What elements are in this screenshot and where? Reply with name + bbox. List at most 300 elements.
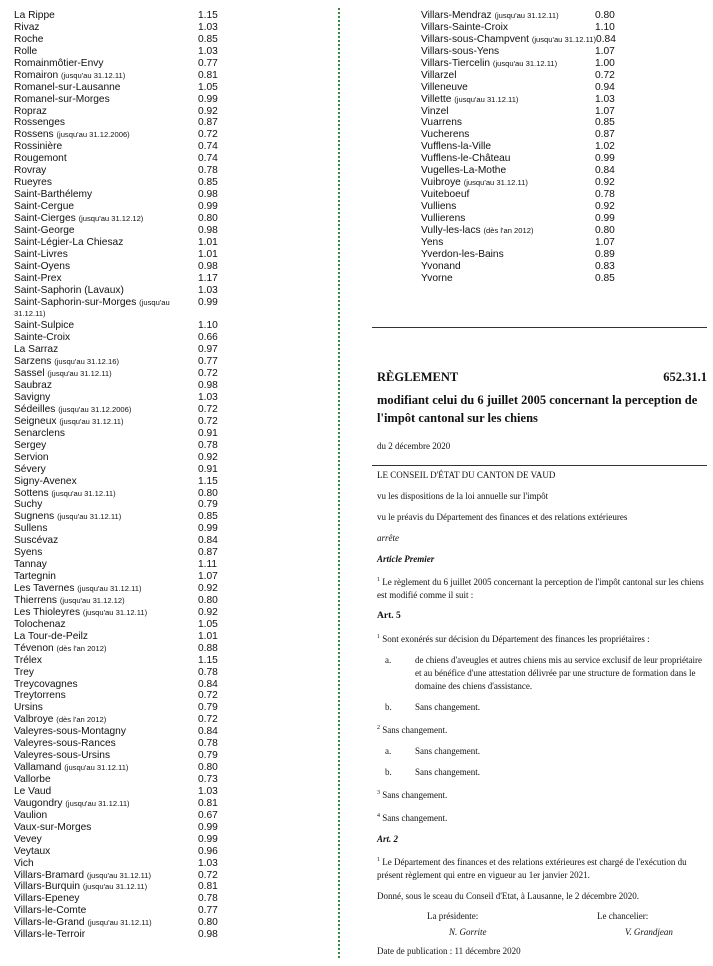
- commune-value: 0.98: [198, 224, 218, 236]
- list-item: [14, 893, 224, 905]
- commune-value: 0.85: [198, 177, 218, 189]
- commune-name: Suscévaz: [14, 535, 59, 547]
- list-item: [14, 332, 224, 344]
- commune-note: (jusqu'au 31.12.11): [61, 70, 126, 80]
- commune-value: 0.98: [198, 260, 218, 272]
- list-item: [421, 237, 621, 249]
- commune-name: Sédeilles (jusqu'au 31.12.2006): [14, 403, 132, 415]
- commune-value: 0.92: [595, 201, 615, 212]
- chancelier-name: V. Grandjean: [625, 927, 673, 937]
- commune-name: Villars-Tiercelin (jusqu'au 31.12.11): [421, 57, 558, 69]
- art5-p2-item-a: a. Sans changement.: [385, 746, 480, 756]
- list-item: [421, 129, 621, 141]
- commune-value: 0.72: [198, 869, 218, 881]
- list-item: [14, 129, 224, 141]
- commune-value: 0.77: [198, 905, 218, 917]
- commune-value: 1.03: [198, 45, 218, 57]
- list-item: [14, 786, 224, 798]
- commune-name: Saint-Prex: [14, 272, 62, 284]
- art5-paragraph-1: $^1$ Sont exonérés sur décision du Département des finances les propriétaires :: [377, 634, 650, 644]
- commune-value: 0.79: [198, 702, 218, 714]
- commune-name: Rossens (jusqu'au 31.12.2006): [14, 129, 130, 141]
- art5-paragraph-4: $^4$ Sans changement.: [377, 813, 448, 823]
- list-item: [14, 380, 224, 392]
- list-item: [421, 10, 621, 22]
- list-item: [14, 392, 224, 404]
- commune-value: 0.74: [198, 141, 218, 153]
- commune-value: 0.80: [595, 224, 615, 236]
- list-item: [14, 631, 224, 643]
- commune-value: 0.99: [198, 523, 218, 535]
- list-item: [14, 535, 224, 547]
- commune-name: Roche: [14, 33, 44, 45]
- vu-line-1: vu les dispositions de la loi annuelle sur l'impôt: [377, 491, 549, 501]
- list-item: [14, 798, 224, 810]
- presidente-label: La présidente:: [427, 911, 479, 921]
- list-item: [14, 810, 224, 822]
- list-item: [14, 368, 224, 380]
- arrete-line: arrête: [377, 533, 399, 543]
- list-item: [421, 213, 621, 225]
- commune-value: 1.03: [198, 284, 218, 296]
- commune-note: (jusqu'au 31.12.12): [78, 213, 144, 223]
- list-item: [421, 153, 621, 165]
- commune-name: Villars-Sainte-Croix: [421, 21, 508, 33]
- commune-name: Villars-sous-Yens: [421, 45, 500, 57]
- list-item: [14, 834, 224, 846]
- commune-name: Rossenges: [14, 117, 65, 129]
- commune-name: Veytaux: [14, 845, 51, 857]
- commune-value: 0.73: [198, 774, 218, 786]
- commune-value: 0.89: [595, 248, 615, 260]
- commune-value: 1.15: [198, 654, 218, 666]
- commune-value: 1.03: [198, 21, 218, 33]
- commune-note: (jusqu'au 31.12.11): [64, 763, 129, 773]
- commune-name: Tévenon (dès l'an 2012): [14, 642, 107, 654]
- list-item: [14, 10, 224, 22]
- list-item: [14, 619, 224, 631]
- commune-value: 0.92: [198, 105, 218, 117]
- commune-name: Rossinière: [14, 141, 63, 153]
- chancelier-label: Le chancelier:: [597, 911, 649, 921]
- commune-value: 0.99: [595, 153, 615, 165]
- list-item: [14, 511, 224, 523]
- list-item: [14, 476, 224, 488]
- commune-name: Vuiteboeuf: [421, 189, 470, 201]
- commune-name: Yens: [421, 236, 444, 248]
- commune-name: La Sarraz: [14, 344, 59, 356]
- commune-value: 0.78: [198, 439, 218, 451]
- commune-value: 0.72: [198, 415, 218, 427]
- art5-item-b: b. Sans changement.: [385, 702, 480, 712]
- commune-name: Vevey: [14, 833, 42, 845]
- commune-value: 0.80: [198, 594, 218, 606]
- commune-value: 0.98: [198, 380, 218, 392]
- commune-value: 0.97: [198, 344, 218, 356]
- commune-name: Villars-Mendraz (jusqu'au 31.12.11): [421, 10, 559, 21]
- commune-name: Sainte-Croix: [14, 332, 71, 344]
- commune-name: Le Vaud: [14, 785, 52, 797]
- commune-value: 0.78: [198, 666, 218, 678]
- commune-value: 1.07: [595, 105, 615, 117]
- list-item: [14, 273, 224, 285]
- commune-name: Sottens (jusqu'au 31.12.11): [14, 487, 116, 499]
- commune-value: 0.72: [198, 129, 218, 141]
- commune-note: (jusqu'au 31.12.16): [54, 357, 119, 367]
- commune-name: Valeyres-sous-Ursins: [14, 750, 111, 762]
- commune-name: Villarzel: [421, 69, 457, 81]
- commune-name: Yverdon-les-Bains: [421, 248, 504, 260]
- commune-value: 0.92: [198, 451, 218, 463]
- commune-note: (jusqu'au 31.12.11): [82, 607, 148, 617]
- commune-value: 0.92: [198, 606, 218, 618]
- commune-note: (jusqu'au 31.12.11): [86, 870, 152, 880]
- commune-value: 1.01: [198, 630, 218, 642]
- list-item: [14, 165, 224, 177]
- commune-note: (jusqu'au 31.12.11): [14, 297, 170, 319]
- list-item: [14, 141, 224, 153]
- commune-name: Saint-Oyens: [14, 260, 71, 272]
- commune-name: Yvonand: [421, 260, 461, 272]
- list-item: [14, 58, 224, 70]
- list-item: [421, 58, 621, 70]
- list-item: [14, 225, 224, 237]
- commune-value: 1.01: [198, 248, 218, 260]
- commune-value: 0.72: [198, 714, 218, 726]
- commune-name: Vufflens-la-Ville: [421, 141, 492, 153]
- list-item: [14, 774, 224, 786]
- commune-value: 1.07: [595, 45, 615, 57]
- list-item: [421, 22, 621, 34]
- commune-note: (jusqu'au 31.12.11): [463, 178, 528, 188]
- commune-note: (jusqu'au 31.12.11): [59, 416, 124, 426]
- commune-name: Saint-Cierges (jusqu'au 31.12.12): [14, 212, 144, 224]
- commune-value: 0.78: [198, 738, 218, 750]
- commune-value: 1.02: [595, 141, 615, 153]
- commune-note: (dès l'an 2012): [56, 715, 107, 725]
- list-item: [421, 34, 621, 46]
- commune-note: (jusqu'au 31.12.2006): [58, 404, 132, 414]
- commune-name: Villeneuve: [421, 81, 468, 93]
- commune-name: Suchy: [14, 499, 43, 511]
- list-item: [14, 822, 224, 834]
- list-item: [14, 846, 224, 858]
- commune-value: 1.15: [198, 10, 218, 21]
- commune-name: Trélex: [14, 654, 42, 666]
- list-item: [421, 189, 621, 201]
- commune-name: Savigny: [14, 392, 51, 404]
- commune-value: 0.92: [595, 177, 615, 189]
- commune-name: Ropraz: [14, 105, 47, 117]
- commune-value: 0.78: [595, 189, 615, 201]
- commune-list-left: [14, 10, 224, 941]
- commune-note: (jusqu'au 31.12.11): [57, 512, 122, 522]
- list-item: [14, 82, 224, 94]
- donne-line: Donné, sous le sceau du Conseil d'Etat, à Lausanne, le 2 décembre 2020.: [377, 891, 640, 901]
- publication-date: Date de publication : 11 décembre 2020: [377, 946, 521, 956]
- list-item: [14, 488, 224, 500]
- reglement-number: 652.31.1: [663, 370, 707, 384]
- presidente-name: N. Gorrite: [449, 927, 487, 937]
- list-item: [14, 595, 224, 607]
- list-item: [421, 225, 621, 237]
- reglement-subtitle: modifiant celui du 6 juillet 2005 concernant la perception de l'impôt cantonal sur les chiens: [377, 393, 698, 425]
- commune-value: 1.11: [198, 559, 218, 571]
- commune-name: Romairon (jusqu'au 31.12.11): [14, 69, 126, 81]
- commune-value: 0.74: [198, 153, 218, 165]
- commune-value: 0.99: [198, 93, 218, 105]
- commune-name: Villars-sous-Champvent (jusqu'au 31.12.11): [421, 33, 597, 45]
- commune-value: 0.99: [198, 821, 218, 833]
- commune-value: 1.07: [595, 236, 615, 248]
- commune-name: Villars-Bramard (jusqu'au 31.12.11): [14, 869, 152, 881]
- list-item: [14, 261, 224, 273]
- commune-value: 0.80: [198, 762, 218, 774]
- list-item: [14, 356, 224, 368]
- commune-name: Vucherens: [421, 129, 470, 141]
- signature-names: [377, 927, 707, 937]
- section-rule-top: [372, 327, 707, 328]
- commune-value: 0.96: [198, 845, 218, 857]
- commune-name: La Tour-de-Peilz: [14, 630, 88, 642]
- commune-name: Rolle: [14, 45, 38, 57]
- commune-name: Saint-Barthélemy: [14, 189, 93, 201]
- commune-value: 0.77: [198, 57, 218, 69]
- commune-value: 0.99: [198, 833, 218, 845]
- list-item: [14, 189, 224, 201]
- list-item: [14, 285, 224, 297]
- commune-value: 0.99: [595, 212, 615, 224]
- commune-value: 0.80: [198, 917, 218, 929]
- commune-value: 0.72: [595, 69, 615, 81]
- commune-name: Villars-le-Grand (jusqu'au 31.12.11): [14, 917, 152, 929]
- commune-name: Trey: [14, 666, 34, 678]
- list-item: [14, 117, 224, 129]
- commune-name: Tartegnin: [14, 571, 56, 583]
- list-item: [421, 46, 621, 58]
- list-item: [14, 46, 224, 58]
- list-item: [14, 416, 224, 428]
- commune-name: Valbroye (dès l'an 2012): [14, 714, 107, 726]
- list-item: [14, 499, 224, 511]
- commune-name: Villars-le-Terroir: [14, 929, 86, 941]
- commune-name: Vuibroye (jusqu'au 31.12.11): [421, 177, 528, 189]
- list-item: [14, 440, 224, 452]
- art5-paragraph-2: $^2$ Sans changement.: [377, 725, 448, 735]
- commune-name: Sarzens (jusqu'au 31.12.16): [14, 356, 119, 368]
- commune-value: 0.79: [198, 499, 218, 511]
- list-item: [14, 464, 224, 476]
- list-item: [14, 929, 224, 941]
- commune-value: 0.84: [198, 726, 218, 738]
- commune-name: La Rippe: [14, 10, 55, 21]
- commune-name: Servion: [14, 451, 49, 463]
- list-item: [14, 714, 224, 726]
- commune-value: 0.84: [595, 165, 615, 177]
- commune-note: (jusqu'au 31.12.2006): [56, 130, 130, 140]
- list-item: [421, 261, 621, 273]
- vu-line-2: vu le préavis du Département des finances et des relations extérieures: [377, 512, 628, 522]
- commune-value: 0.88: [198, 642, 218, 654]
- list-item: [14, 213, 224, 225]
- commune-name: Les Thioleyres (jusqu'au 31.12.11): [14, 606, 148, 618]
- commune-name: Rueyres: [14, 177, 52, 189]
- list-item: [421, 177, 621, 189]
- list-item: [14, 750, 224, 762]
- commune-value: 0.92: [198, 583, 218, 595]
- reglement-date: du 2 décembre 2020: [377, 441, 451, 451]
- commune-value: 1.03: [198, 857, 218, 869]
- list-item: [14, 858, 224, 870]
- commune-value: 1.03: [198, 392, 218, 404]
- commune-name: Yvorne: [421, 272, 453, 284]
- list-item: [14, 320, 224, 332]
- commune-name: Seigneux (jusqu'au 31.12.11): [14, 415, 124, 427]
- list-item: [421, 165, 621, 177]
- commune-name: Vich: [14, 857, 34, 869]
- list-item: [14, 106, 224, 118]
- section-rule-mid: [372, 465, 707, 466]
- list-item: [14, 22, 224, 34]
- commune-list-right: [421, 10, 621, 285]
- commune-name: Villars-Burquin (jusqu'au 31.12.11): [14, 881, 148, 893]
- signature-labels: [377, 911, 707, 921]
- commune-name: Senarclens: [14, 427, 65, 439]
- commune-value: 1.10: [198, 320, 218, 332]
- art5-p2-item-b: b. Sans changement.: [385, 767, 480, 777]
- commune-value: 0.78: [198, 893, 218, 905]
- list-item: [14, 249, 224, 261]
- commune-name: Romanel-sur-Morges: [14, 93, 110, 105]
- commune-value: 1.03: [595, 93, 615, 105]
- commune-name: Sugnens (jusqu'au 31.12.11): [14, 511, 122, 523]
- commune-name: Saint-George: [14, 224, 75, 236]
- commune-note: (dès l'an 2012): [56, 643, 107, 653]
- commune-note: (jusqu'au 31.12.11): [454, 94, 519, 104]
- commune-name: Saubraz: [14, 380, 52, 392]
- commune-name: Tannay: [14, 559, 47, 571]
- commune-value: 0.87: [198, 547, 218, 559]
- list-item: [14, 607, 224, 619]
- commune-name: Treycovagnes: [14, 678, 78, 690]
- commune-value: 0.85: [595, 272, 615, 284]
- commune-value: 1.15: [198, 475, 218, 487]
- commune-note: (jusqu'au 31.12.11): [47, 369, 112, 379]
- commune-value: 0.84: [596, 33, 616, 45]
- commune-name: Treytorrens: [14, 690, 66, 702]
- commune-name: Villette (jusqu'au 31.12.11): [421, 93, 519, 105]
- commune-value: 0.91: [198, 463, 218, 475]
- commune-name: Ursins: [14, 702, 43, 714]
- list-item: [14, 643, 224, 655]
- commune-value: 0.81: [198, 797, 218, 809]
- list-item: [421, 70, 621, 82]
- commune-note: (jusqu'au 31.12.11): [492, 58, 558, 68]
- commune-value: 1.10: [595, 21, 615, 33]
- list-item: [14, 94, 224, 106]
- commune-value: 0.87: [595, 129, 615, 141]
- column-divider: [338, 8, 340, 958]
- commune-note: (jusqu'au 31.12.11): [494, 11, 559, 20]
- commune-value: 0.81: [198, 881, 218, 893]
- list-item: [421, 249, 621, 261]
- list-item: [14, 571, 224, 583]
- list-item: [14, 726, 224, 738]
- commune-value: 0.72: [198, 690, 218, 702]
- commune-value: 0.87: [198, 117, 218, 129]
- list-item: [14, 344, 224, 356]
- commune-value: 0.77: [198, 356, 218, 368]
- commune-value: 1.00: [595, 57, 615, 69]
- commune-name: Rovray: [14, 165, 47, 177]
- commune-name: Vaulion: [14, 809, 48, 821]
- commune-name: Vallamand (jusqu'au 31.12.11): [14, 762, 129, 774]
- commune-name: Vuarrens: [421, 117, 462, 129]
- list-item: [421, 106, 621, 118]
- list-item: [14, 702, 224, 714]
- commune-value: 0.94: [595, 81, 615, 93]
- commune-name: Vufflens-le-Château: [421, 153, 511, 165]
- list-item: [421, 141, 621, 153]
- article-premier-heading: Article Premier: [377, 554, 435, 564]
- commune-value: 0.81: [198, 69, 218, 81]
- commune-value: 0.84: [198, 535, 218, 547]
- commune-value: 0.99: [198, 201, 218, 212]
- commune-value: 0.84: [198, 678, 218, 690]
- list-item: [421, 82, 621, 94]
- commune-name: Thierrens (jusqu'au 31.12.12): [14, 594, 125, 606]
- commune-note: (jusqu'au 31.12.11): [51, 488, 116, 498]
- list-item: [421, 117, 621, 129]
- commune-name: Signy-Avenex: [14, 475, 77, 487]
- list-item: [421, 94, 621, 106]
- commune-value: 0.79: [198, 750, 218, 762]
- commune-name: Romanel-sur-Lausanne: [14, 81, 121, 93]
- commune-name: Sergey: [14, 439, 47, 451]
- commune-note: (jusqu'au 31.12.11): [82, 882, 148, 892]
- commune-value: 0.67: [198, 809, 218, 821]
- art2-text: $^1$ Le Département des finances et des relations extérieures est chargé de l'exécution du présent règlement qui entre en vigueur au 1er janvier 2021.: [377, 857, 687, 880]
- commune-value: 1.07: [198, 571, 218, 583]
- commune-name: Saint-Livres: [14, 248, 68, 260]
- commune-value: 0.80: [198, 212, 218, 224]
- commune-note: (dès l'an 2012): [483, 225, 534, 235]
- list-item: [14, 404, 224, 416]
- commune-value: 0.80: [595, 10, 615, 21]
- commune-name: Villars-le-Comte: [14, 905, 87, 917]
- commune-name: Sullens: [14, 523, 48, 535]
- commune-value: 0.98: [198, 929, 218, 941]
- reglement-title: RÈGLEMENT: [377, 370, 459, 384]
- commune-note: (jusqu'au 31.12.11): [77, 584, 142, 594]
- list-item: [14, 153, 224, 165]
- commune-name: Sévery: [14, 463, 46, 475]
- commune-name: Villars-Epeney: [14, 893, 80, 905]
- commune-value: 0.91: [198, 427, 218, 439]
- commune-name: Vugelles-La-Mothe: [421, 165, 507, 177]
- list-item: [14, 762, 224, 774]
- list-item: [14, 547, 224, 559]
- commune-note: (jusqu'au 31.12.11): [531, 34, 597, 44]
- commune-value: 0.80: [198, 487, 218, 499]
- commune-name: Vulliens: [421, 201, 457, 212]
- commune-name: Saint-Sulpice: [14, 320, 75, 332]
- commune-name: Saint-Cergue: [14, 201, 75, 212]
- art2-heading: Art. 2: [377, 834, 399, 844]
- commune-name: Les Tavernes (jusqu'au 31.12.11): [14, 583, 142, 595]
- commune-note: (jusqu'au 31.12.12): [59, 595, 125, 605]
- art5-paragraph-3: $^3$ Sans changement.: [377, 790, 448, 800]
